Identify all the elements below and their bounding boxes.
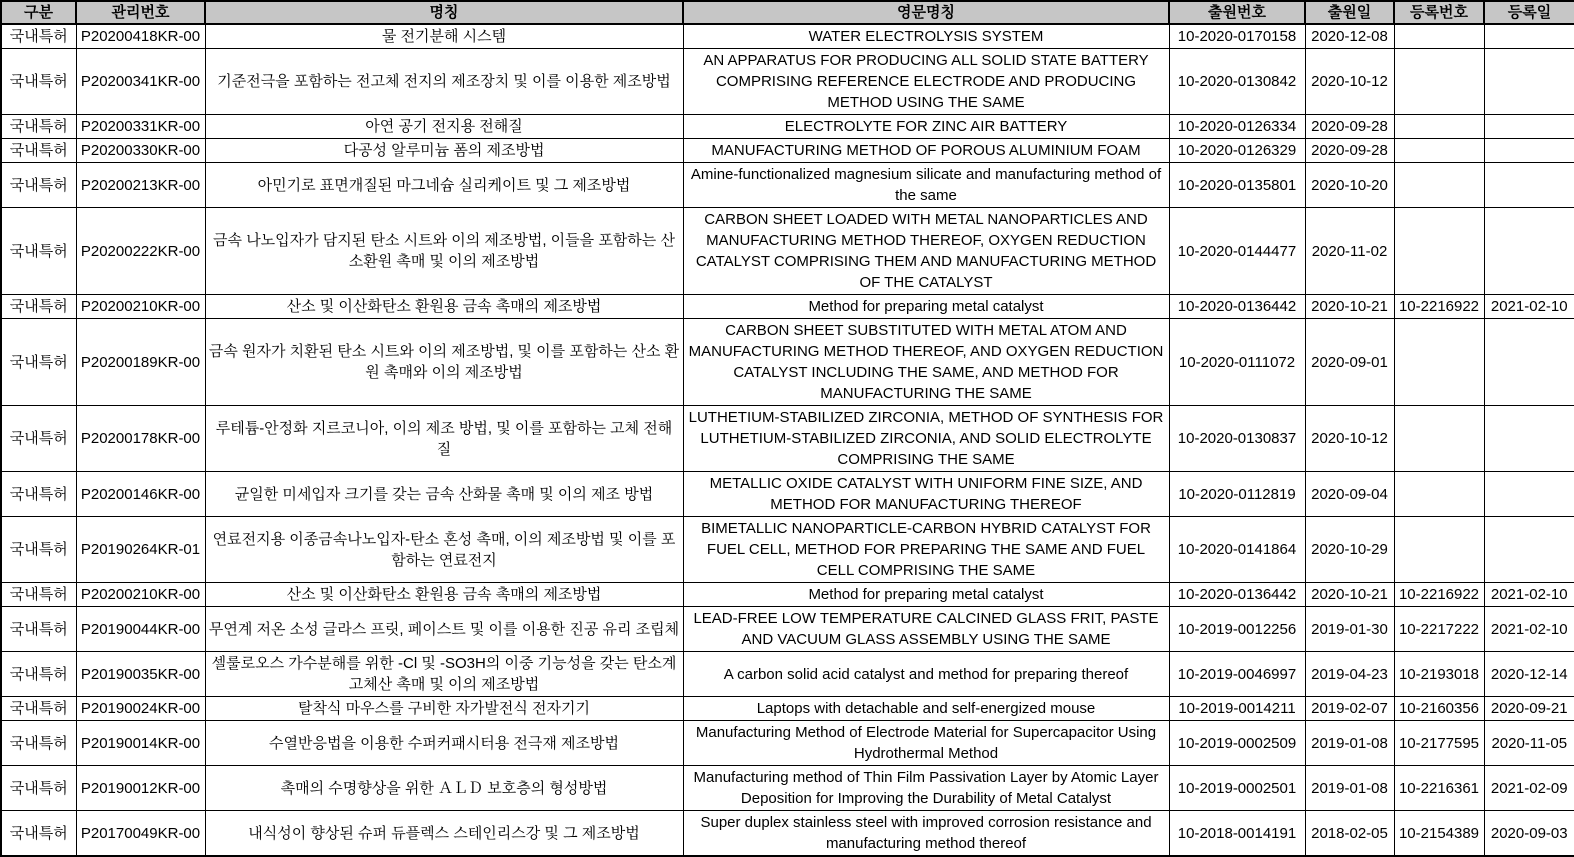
header-reg-date: 등록일 [1484, 1, 1574, 24]
cell-app-no: 10-2020-0126329 [1169, 139, 1305, 163]
cell-reg-no: 10-2193018 [1394, 652, 1484, 697]
cell-app-date: 2019-01-08 [1305, 721, 1394, 766]
cell-app-no: 10-2020-0170158 [1169, 24, 1305, 49]
cell-title-kr: 물 전기분해 시스템 [205, 24, 683, 49]
cell-reg-no [1394, 115, 1484, 139]
cell-mgmt-no: P20200330KR-00 [76, 139, 205, 163]
cell-app-date: 2020-09-28 [1305, 115, 1394, 139]
cell-mgmt-no: P20190044KR-00 [76, 607, 205, 652]
cell-mgmt-no: P20190024KR-00 [76, 697, 205, 721]
cell-title-en: LUTHETIUM-STABILIZED ZIRCONIA, METHOD OF SYNTHESIS FOR LUTHETIUM-STABILIZED ZIRCONIA, AND SOLID ELECTROLYTE COMPRISING THE SAME [683, 406, 1169, 472]
cell-title-kr: 루테튬-안정화 지르코니아, 이의 제조 방법, 및 이를 포함하는 고체 전해질 [205, 406, 683, 472]
cell-title-en: METALLIC OXIDE CATALYST WITH UNIFORM FINE SIZE, AND METHOD FOR MANUFACTURING THEREOF [683, 472, 1169, 517]
cell-category: 국내특허 [1, 24, 76, 49]
cell-app-no: 10-2020-0141864 [1169, 517, 1305, 583]
cell-app-date: 2019-02-07 [1305, 697, 1394, 721]
table-row [1, 583, 1574, 607]
cell-mgmt-no: P20200341KR-00 [76, 49, 205, 115]
cell-app-date: 2020-10-21 [1305, 583, 1394, 607]
cell-reg-date [1484, 208, 1574, 295]
table-row [1, 472, 1574, 517]
cell-reg-date: 2020-11-05 [1484, 721, 1574, 766]
cell-reg-no [1394, 208, 1484, 295]
cell-app-date: 2020-09-01 [1305, 319, 1394, 406]
cell-category: 국내특허 [1, 472, 76, 517]
cell-title-en: BIMETALLIC NANOPARTICLE-CARBON HYBRID CATALYST FOR FUEL CELL, METHOD FOR PREPARING THE SAME AND FUEL CELL COMPRISING THE SAME [683, 517, 1169, 583]
header-title-en: 영문명칭 [683, 1, 1169, 24]
cell-mgmt-no: P20190014KR-00 [76, 721, 205, 766]
table-row [1, 607, 1574, 652]
cell-reg-date [1484, 49, 1574, 115]
cell-title-kr: 셀룰로오스 가수분해를 위한 -Cl 및 -SO3H의 이중 기능성을 갖는 탄소계 고체산 촉매 및 이의 제조방법 [205, 652, 683, 697]
cell-title-en: Amine-functionalized magnesium silicate and manufacturing method of the same [683, 163, 1169, 208]
cell-reg-no [1394, 517, 1484, 583]
table-row [1, 652, 1574, 697]
table-row [1, 163, 1574, 208]
cell-title-en: ELECTROLYTE FOR ZINC AIR BATTERY [683, 115, 1169, 139]
cell-reg-no [1394, 24, 1484, 49]
table-row [1, 115, 1574, 139]
cell-title-kr: 연료전지용 이종금속나노입자-탄소 혼성 촉매, 이의 제조방법 및 이를 포함하는 연료전지 [205, 517, 683, 583]
cell-app-no: 10-2020-0130842 [1169, 49, 1305, 115]
cell-category: 국내특허 [1, 406, 76, 472]
table-row [1, 811, 1574, 857]
cell-title-en: Method for preparing metal catalyst [683, 583, 1169, 607]
cell-mgmt-no: P20190035KR-00 [76, 652, 205, 697]
cell-category: 국내특허 [1, 139, 76, 163]
cell-title-en: Super duplex stainless steel with improved corrosion resistance and manufacturing method thereof [683, 811, 1169, 857]
cell-app-date: 2020-09-04 [1305, 472, 1394, 517]
cell-reg-date [1484, 406, 1574, 472]
cell-title-kr: 산소 및 이산화탄소 환원용 금속 촉매의 제조방법 [205, 295, 683, 319]
cell-app-no: 10-2019-0012256 [1169, 607, 1305, 652]
cell-app-date: 2019-01-30 [1305, 607, 1394, 652]
cell-reg-no: 10-2154389 [1394, 811, 1484, 857]
cell-reg-date [1484, 472, 1574, 517]
table-row [1, 139, 1574, 163]
cell-reg-no [1394, 406, 1484, 472]
cell-category: 국내특허 [1, 49, 76, 115]
cell-category: 국내특허 [1, 721, 76, 766]
cell-category: 국내특허 [1, 208, 76, 295]
cell-app-no: 10-2020-0111072 [1169, 319, 1305, 406]
cell-title-kr: 아민기로 표면개질된 마그네슘 실리케이트 및 그 제조방법 [205, 163, 683, 208]
cell-reg-no: 10-2216922 [1394, 295, 1484, 319]
cell-title-en: CARBON SHEET SUBSTITUTED WITH METAL ATOM AND MANUFACTURING METHOD THEREOF, AND OXYGEN REDUCTION CATALYST INCLUDING THE SAME, AND METHOD FOR MANUFACTURING THE SAME [683, 319, 1169, 406]
table-row [1, 295, 1574, 319]
cell-mgmt-no: P20200210KR-00 [76, 295, 205, 319]
cell-reg-no: 10-2216922 [1394, 583, 1484, 607]
cell-mgmt-no: P20200210KR-00 [76, 583, 205, 607]
cell-reg-date [1484, 24, 1574, 49]
header-row [1, 1, 1574, 24]
table-row [1, 697, 1574, 721]
cell-reg-no [1394, 139, 1484, 163]
cell-title-en: WATER ELECTROLYSIS SYSTEM [683, 24, 1169, 49]
cell-title-en: LEAD-FREE LOW TEMPERATURE CALCINED GLASS FRIT, PASTE AND VACUUM GLASS ASSEMBLY USING THE SAME [683, 607, 1169, 652]
cell-reg-no: 10-2160356 [1394, 697, 1484, 721]
cell-app-no: 10-2020-0136442 [1169, 295, 1305, 319]
cell-app-date: 2020-10-12 [1305, 406, 1394, 472]
cell-title-kr: 금속 원자가 치환된 탄소 시트와 이의 제조방법, 및 이를 포함하는 산소 환원 촉매와 이의 제조방법 [205, 319, 683, 406]
cell-app-no: 10-2019-0002501 [1169, 766, 1305, 811]
table-row [1, 49, 1574, 115]
cell-app-date: 2020-10-20 [1305, 163, 1394, 208]
cell-mgmt-no: P20200418KR-00 [76, 24, 205, 49]
cell-category: 국내특허 [1, 811, 76, 857]
cell-app-no: 10-2018-0014191 [1169, 811, 1305, 857]
cell-reg-date [1484, 163, 1574, 208]
table-row [1, 766, 1574, 811]
cell-title-en: CARBON SHEET LOADED WITH METAL NANOPARTICLES AND MANUFACTURING METHOD THEREOF, OXYGEN REDUCTION CATALYST COMPRISING THEM AND MANUFACTURING METHOD OF THE CATALYST [683, 208, 1169, 295]
cell-mgmt-no: P20200222KR-00 [76, 208, 205, 295]
cell-app-no: 10-2019-0014211 [1169, 697, 1305, 721]
cell-app-no: 10-2020-0130837 [1169, 406, 1305, 472]
cell-reg-no: 10-2217222 [1394, 607, 1484, 652]
cell-app-no: 10-2020-0135801 [1169, 163, 1305, 208]
cell-title-kr: 무연계 저온 소성 글라스 프릿, 페이스트 및 이를 이용한 진공 유리 조립체 [205, 607, 683, 652]
cell-reg-date: 2021-02-10 [1484, 607, 1574, 652]
cell-title-kr: 탈착식 마우스를 구비한 자가발전식 전자기기 [205, 697, 683, 721]
cell-app-date: 2020-09-28 [1305, 139, 1394, 163]
table-row [1, 517, 1574, 583]
cell-reg-date [1484, 517, 1574, 583]
header-category: 구분 [1, 1, 76, 24]
cell-title-en: MANUFACTURING METHOD OF POROUS ALUMINIUM FOAM [683, 139, 1169, 163]
cell-category: 국내특허 [1, 115, 76, 139]
cell-title-kr: 아연 공기 전지용 전해질 [205, 115, 683, 139]
cell-app-no: 10-2019-0046997 [1169, 652, 1305, 697]
cell-title-kr: 내식성이 향상된 슈퍼 듀플렉스 스테인리스강 및 그 제조방법 [205, 811, 683, 857]
cell-app-date: 2019-01-08 [1305, 766, 1394, 811]
cell-reg-date [1484, 319, 1574, 406]
cell-reg-no [1394, 49, 1484, 115]
cell-app-date: 2019-04-23 [1305, 652, 1394, 697]
cell-category: 국내특허 [1, 766, 76, 811]
cell-mgmt-no: P20190264KR-01 [76, 517, 205, 583]
cell-title-en: A carbon solid acid catalyst and method for preparing thereof [683, 652, 1169, 697]
cell-category: 국내특허 [1, 319, 76, 406]
cell-reg-no: 10-2216361 [1394, 766, 1484, 811]
cell-reg-date: 2021-02-10 [1484, 583, 1574, 607]
cell-mgmt-no: P20200178KR-00 [76, 406, 205, 472]
cell-mgmt-no: P20190012KR-00 [76, 766, 205, 811]
cell-app-no: 10-2020-0126334 [1169, 115, 1305, 139]
cell-reg-no [1394, 472, 1484, 517]
cell-title-en: AN APPARATUS FOR PRODUCING ALL SOLID STATE BATTERY COMPRISING REFERENCE ELECTRODE AND PRODUCING METHOD USING THE SAME [683, 49, 1169, 115]
cell-app-no: 10-2020-0112819 [1169, 472, 1305, 517]
cell-category: 국내특허 [1, 583, 76, 607]
cell-title-kr: 다공성 알루미늄 폼의 제조방법 [205, 139, 683, 163]
cell-title-kr: 균일한 미세입자 크기를 갖는 금속 산화물 촉매 및 이의 제조 방법 [205, 472, 683, 517]
cell-app-date: 2020-10-21 [1305, 295, 1394, 319]
cell-reg-date: 2020-12-14 [1484, 652, 1574, 697]
cell-app-no: 10-2020-0144477 [1169, 208, 1305, 295]
cell-reg-date: 2021-02-10 [1484, 295, 1574, 319]
cell-category: 국내특허 [1, 163, 76, 208]
table-row [1, 319, 1574, 406]
cell-title-kr: 산소 및 이산화탄소 환원용 금속 촉매의 제조방법 [205, 583, 683, 607]
cell-mgmt-no: P20170049KR-00 [76, 811, 205, 857]
cell-app-date: 2020-11-02 [1305, 208, 1394, 295]
table-row [1, 721, 1574, 766]
cell-title-en: Manufacturing method of Thin Film Passivation Layer by Atomic Layer Deposition for Improving the Durability of Metal Catalyst [683, 766, 1169, 811]
header-mgmt-no: 관리번호 [76, 1, 205, 24]
cell-category: 국내특허 [1, 517, 76, 583]
cell-title-en: Method for preparing metal catalyst [683, 295, 1169, 319]
table-row [1, 24, 1574, 49]
cell-mgmt-no: P20200331KR-00 [76, 115, 205, 139]
cell-reg-no [1394, 319, 1484, 406]
cell-title-kr: 기준전극을 포함하는 전고체 전지의 제조장치 및 이를 이용한 제조방법 [205, 49, 683, 115]
table-row [1, 208, 1574, 295]
cell-app-date: 2020-10-12 [1305, 49, 1394, 115]
cell-reg-date: 2021-02-09 [1484, 766, 1574, 811]
table-row [1, 406, 1574, 472]
cell-reg-no [1394, 163, 1484, 208]
cell-title-kr: 금속 나노입자가 담지된 탄소 시트와 이의 제조방법, 이들을 포함하는 산소환원 촉매 및 이의 제조방법 [205, 208, 683, 295]
cell-reg-date: 2020-09-03 [1484, 811, 1574, 857]
cell-app-no: 10-2019-0002509 [1169, 721, 1305, 766]
header-app-no: 출원번호 [1169, 1, 1305, 24]
cell-title-en: Laptops with detachable and self-energized mouse [683, 697, 1169, 721]
cell-app-date: 2018-02-05 [1305, 811, 1394, 857]
cell-app-no: 10-2020-0136442 [1169, 583, 1305, 607]
header-title-kr: 명칭 [205, 1, 683, 24]
cell-reg-date [1484, 139, 1574, 163]
cell-category: 국내특허 [1, 295, 76, 319]
cell-mgmt-no: P20200189KR-00 [76, 319, 205, 406]
cell-reg-no: 10-2177595 [1394, 721, 1484, 766]
cell-title-kr: 수열반응법을 이용한 수퍼커패시터용 전극재 제조방법 [205, 721, 683, 766]
header-app-date: 출원일 [1305, 1, 1394, 24]
cell-app-date: 2020-12-08 [1305, 24, 1394, 49]
cell-reg-date [1484, 115, 1574, 139]
header-reg-no: 등록번호 [1394, 1, 1484, 24]
cell-app-date: 2020-10-29 [1305, 517, 1394, 583]
cell-reg-date: 2020-09-21 [1484, 697, 1574, 721]
cell-mgmt-no: P20200213KR-00 [76, 163, 205, 208]
cell-category: 국내특허 [1, 607, 76, 652]
cell-title-kr: 촉매의 수명향상을 위한 ＡＬＤ 보호층의 형성방법 [205, 766, 683, 811]
cell-category: 국내특허 [1, 697, 76, 721]
cell-title-en: Manufacturing Method of Electrode Material for Supercapacitor Using Hydrothermal Method [683, 721, 1169, 766]
cell-category: 국내특허 [1, 652, 76, 697]
cell-mgmt-no: P20200146KR-00 [76, 472, 205, 517]
